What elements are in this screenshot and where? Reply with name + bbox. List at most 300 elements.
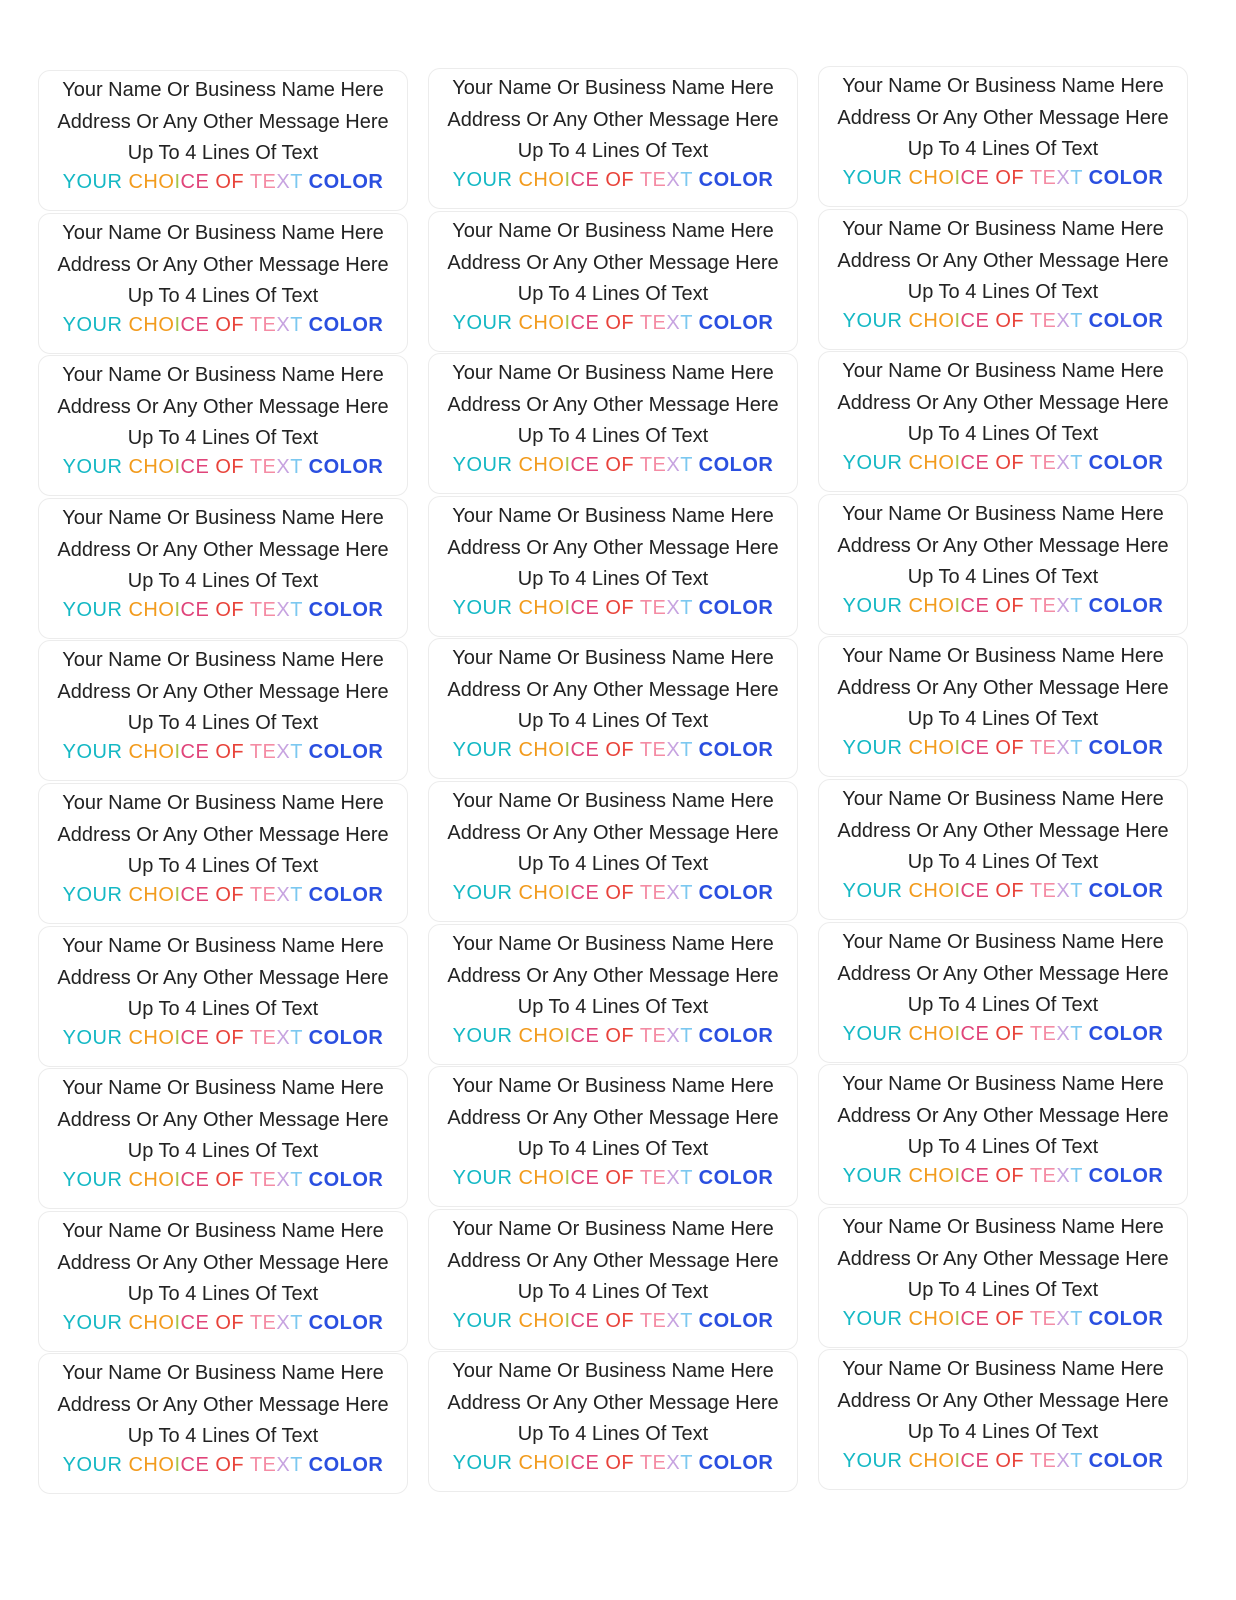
color-text-segment: OF — [605, 1167, 640, 1189]
color-text-segment: CHO — [128, 741, 175, 763]
color-text-segment: T — [680, 882, 699, 904]
color-text-segment: TE — [639, 597, 667, 619]
label-color-line — [429, 596, 797, 620]
color-text-segment: I — [174, 1454, 181, 1476]
color-text-segment: CHO — [518, 454, 565, 476]
label-address-line: Address Or Any Other Message Here — [837, 250, 1169, 272]
color-text-segment: OF — [215, 741, 250, 763]
color-text-segment: YOUR — [842, 737, 909, 759]
label-name-line: Your Name Or Business Name Here — [62, 1077, 384, 1099]
color-text-segment: YOUR — [452, 169, 519, 191]
label-address-line: Address Or Any Other Message Here — [837, 1105, 1169, 1127]
color-text-segment: COLOR — [698, 169, 774, 191]
address-label — [38, 640, 408, 781]
color-text-segment: T — [290, 171, 309, 193]
color-text-segment: CE — [960, 310, 996, 332]
color-text-segment: TE — [1029, 737, 1057, 759]
color-text-segment: OF — [995, 1450, 1030, 1472]
label-name-line: Your Name Or Business Name Here — [62, 935, 384, 957]
color-text-segment: CHO — [128, 171, 175, 193]
color-text-segment: CHO — [908, 1308, 955, 1330]
color-text-segment: CHO — [518, 1167, 565, 1189]
color-text-segment: CHO — [908, 737, 955, 759]
label-color-line — [819, 879, 1187, 903]
address-label — [38, 355, 408, 496]
color-text-segment: I — [564, 1310, 571, 1332]
label-name-line: Your Name Or Business Name Here — [842, 360, 1164, 382]
label-color-line — [39, 1453, 407, 1477]
address-label — [818, 1207, 1188, 1348]
color-text-segment: T — [680, 1025, 699, 1047]
color-text-segment: OF — [215, 1312, 250, 1334]
color-text-segment: OF — [215, 599, 250, 621]
color-text-segment: CHO — [908, 1165, 955, 1187]
color-text-segment: CHO — [518, 882, 565, 904]
color-text-segment: OF — [215, 884, 250, 906]
address-label — [818, 922, 1188, 1063]
label-name-line: Your Name Or Business Name Here — [452, 505, 774, 527]
color-text-segment: X — [276, 314, 291, 336]
color-text-segment: I — [954, 737, 961, 759]
label-lines-note: Up To 4 Lines Of Text — [907, 708, 1099, 730]
label-address-line: Address Or Any Other Message Here — [57, 1109, 389, 1131]
color-text-segment: CE — [180, 599, 216, 621]
label-color-line — [429, 168, 797, 192]
color-text-segment: CE — [180, 1169, 216, 1191]
label-name-line: Your Name Or Business Name Here — [452, 220, 774, 242]
label-address-line: Address Or Any Other Message Here — [447, 537, 779, 559]
color-text-segment: T — [290, 314, 309, 336]
color-text-segment: CE — [960, 595, 996, 617]
label-address-line: Address Or Any Other Message Here — [57, 824, 389, 846]
label-color-line — [429, 1309, 797, 1333]
color-text-segment: YOUR — [842, 880, 909, 902]
label-address-line: Address Or Any Other Message Here — [447, 822, 779, 844]
label-address-line: Address Or Any Other Message Here — [57, 396, 389, 418]
color-text-segment: CE — [960, 1165, 996, 1187]
color-text-segment: CE — [960, 880, 996, 902]
color-text-segment: CE — [570, 1025, 606, 1047]
color-text-segment: X — [1056, 1165, 1071, 1187]
color-text-segment: YOUR — [452, 312, 519, 334]
color-text-segment: I — [564, 312, 571, 334]
color-text-segment: OF — [215, 314, 250, 336]
color-text-segment: I — [564, 454, 571, 476]
address-label — [818, 209, 1188, 350]
color-text-segment: I — [174, 456, 181, 478]
color-text-segment: TE — [639, 1452, 667, 1474]
color-text-segment: TE — [1029, 1450, 1057, 1472]
label-lines-note: Up To 4 Lines Of Text — [517, 283, 709, 305]
label-name-line: Your Name Or Business Name Here — [842, 788, 1164, 810]
label-address-line: Address Or Any Other Message Here — [447, 965, 779, 987]
label-color-line — [819, 736, 1187, 760]
address-label — [38, 213, 408, 354]
color-text-segment: CHO — [908, 310, 955, 332]
label-address-line: Address Or Any Other Message Here — [447, 109, 779, 131]
color-text-segment: T — [680, 169, 699, 191]
color-text-segment: X — [1056, 595, 1071, 617]
label-name-line: Your Name Or Business Name Here — [62, 1362, 384, 1384]
color-text-segment: OF — [995, 1308, 1030, 1330]
color-text-segment: COLOR — [1088, 880, 1164, 902]
color-text-segment: T — [290, 884, 309, 906]
color-text-segment: OF — [215, 1454, 250, 1476]
label-address-line: Address Or Any Other Message Here — [837, 677, 1169, 699]
address-label — [818, 1349, 1188, 1490]
color-text-segment: CHO — [908, 1023, 955, 1045]
color-text-segment: COLOR — [308, 1312, 384, 1334]
color-text-segment: YOUR — [842, 1450, 909, 1472]
color-text-segment: OF — [995, 1165, 1030, 1187]
color-text-segment: X — [276, 599, 291, 621]
address-label — [428, 1209, 798, 1350]
color-text-segment: OF — [995, 1023, 1030, 1045]
address-label — [38, 783, 408, 924]
color-text-segment: CE — [960, 452, 996, 474]
color-text-segment: TE — [639, 1025, 667, 1047]
label-color-line — [819, 451, 1187, 475]
color-text-segment: YOUR — [452, 1452, 519, 1474]
label-name-line: Your Name Or Business Name Here — [62, 792, 384, 814]
color-text-segment: T — [1070, 595, 1089, 617]
label-color-line — [819, 594, 1187, 618]
color-text-segment: TE — [249, 884, 277, 906]
color-text-segment: X — [276, 741, 291, 763]
label-lines-note: Up To 4 Lines Of Text — [127, 427, 319, 449]
label-color-line — [819, 1307, 1187, 1331]
label-lines-note: Up To 4 Lines Of Text — [907, 566, 1099, 588]
color-text-segment: COLOR — [308, 171, 384, 193]
color-text-segment: I — [564, 169, 571, 191]
color-text-segment: COLOR — [1088, 1450, 1164, 1472]
label-address-line: Address Or Any Other Message Here — [837, 392, 1169, 414]
color-text-segment: X — [666, 739, 681, 761]
color-text-segment: CHO — [908, 167, 955, 189]
label-lines-note: Up To 4 Lines Of Text — [127, 855, 319, 877]
color-text-segment: YOUR — [452, 882, 519, 904]
label-lines-note: Up To 4 Lines Of Text — [517, 568, 709, 590]
color-text-segment: X — [1056, 452, 1071, 474]
label-lines-note: Up To 4 Lines Of Text — [907, 138, 1099, 160]
color-text-segment: OF — [215, 1169, 250, 1191]
label-name-line: Your Name Or Business Name Here — [842, 75, 1164, 97]
label-color-line — [39, 455, 407, 479]
label-lines-note: Up To 4 Lines Of Text — [127, 1425, 319, 1447]
color-text-segment: CE — [180, 1027, 216, 1049]
color-text-segment: OF — [995, 452, 1030, 474]
color-text-segment: T — [1070, 452, 1089, 474]
color-text-segment: TE — [249, 599, 277, 621]
label-lines-note: Up To 4 Lines Of Text — [127, 712, 319, 734]
color-text-segment: CHO — [908, 452, 955, 474]
label-name-line: Your Name Or Business Name Here — [452, 1075, 774, 1097]
color-text-segment: I — [954, 310, 961, 332]
color-text-segment: I — [564, 597, 571, 619]
color-text-segment: I — [174, 1312, 181, 1334]
color-text-segment: I — [174, 599, 181, 621]
color-text-segment: YOUR — [62, 884, 129, 906]
color-text-segment: OF — [605, 169, 640, 191]
label-name-line: Your Name Or Business Name Here — [842, 1073, 1164, 1095]
color-text-segment: COLOR — [1088, 737, 1164, 759]
color-text-segment: OF — [605, 312, 640, 334]
label-address-line: Address Or Any Other Message Here — [57, 111, 389, 133]
label-lines-note: Up To 4 Lines Of Text — [127, 1283, 319, 1305]
address-label — [428, 781, 798, 922]
color-text-segment: TE — [1029, 167, 1057, 189]
address-label — [818, 1064, 1188, 1205]
label-color-line — [819, 1022, 1187, 1046]
label-lines-note: Up To 4 Lines Of Text — [127, 285, 319, 307]
color-text-segment: COLOR — [698, 1452, 774, 1474]
color-text-segment: CE — [960, 1308, 996, 1330]
color-text-segment: I — [564, 1025, 571, 1047]
label-name-line: Your Name Or Business Name Here — [452, 790, 774, 812]
color-text-segment: I — [954, 880, 961, 902]
color-text-segment: OF — [605, 597, 640, 619]
address-label — [428, 211, 798, 352]
label-address-line: Address Or Any Other Message Here — [447, 394, 779, 416]
color-text-segment: CHO — [908, 1450, 955, 1472]
address-label — [38, 926, 408, 1067]
color-text-segment: T — [290, 1454, 309, 1476]
color-text-segment: COLOR — [308, 1454, 384, 1476]
label-name-line: Your Name Or Business Name Here — [62, 79, 384, 101]
color-text-segment: COLOR — [698, 1025, 774, 1047]
color-text-segment: COLOR — [1088, 310, 1164, 332]
label-color-line — [429, 453, 797, 477]
color-text-segment: YOUR — [452, 454, 519, 476]
color-text-segment: I — [174, 1169, 181, 1191]
color-text-segment: OF — [215, 456, 250, 478]
label-address-line: Address Or Any Other Message Here — [57, 1394, 389, 1416]
color-text-segment: CHO — [518, 1310, 565, 1332]
color-text-segment: TE — [639, 1310, 667, 1332]
label-name-line: Your Name Or Business Name Here — [452, 1360, 774, 1382]
label-lines-note: Up To 4 Lines Of Text — [907, 994, 1099, 1016]
color-text-segment: YOUR — [842, 1165, 909, 1187]
color-text-segment: COLOR — [308, 1169, 384, 1191]
color-text-segment: X — [1056, 1308, 1071, 1330]
label-name-line: Your Name Or Business Name Here — [842, 218, 1164, 240]
color-text-segment: OF — [215, 1027, 250, 1049]
color-text-segment: X — [666, 1025, 681, 1047]
color-text-segment: TE — [249, 741, 277, 763]
color-text-segment: COLOR — [308, 1027, 384, 1049]
label-color-line — [39, 740, 407, 764]
color-text-segment: CE — [570, 312, 606, 334]
color-text-segment: YOUR — [842, 595, 909, 617]
color-text-segment: YOUR — [452, 1167, 519, 1189]
color-text-segment: I — [564, 1452, 571, 1474]
color-text-segment: T — [680, 312, 699, 334]
color-text-segment: TE — [249, 456, 277, 478]
color-text-segment: X — [276, 884, 291, 906]
color-text-segment: X — [276, 1027, 291, 1049]
color-text-segment: X — [276, 1454, 291, 1476]
label-lines-note: Up To 4 Lines Of Text — [907, 851, 1099, 873]
label-color-line — [39, 170, 407, 194]
label-name-line: Your Name Or Business Name Here — [452, 362, 774, 384]
color-text-segment: COLOR — [1088, 1023, 1164, 1045]
label-name-line: Your Name Or Business Name Here — [62, 364, 384, 386]
color-text-segment: CHO — [518, 1452, 565, 1474]
color-text-segment: OF — [995, 595, 1030, 617]
color-text-segment: YOUR — [842, 1023, 909, 1045]
label-address-line: Address Or Any Other Message Here — [57, 539, 389, 561]
color-text-segment: COLOR — [698, 454, 774, 476]
label-color-line — [429, 881, 797, 905]
color-text-segment: CHO — [128, 456, 175, 478]
color-text-segment: CHO — [518, 1025, 565, 1047]
label-color-line — [429, 1451, 797, 1475]
color-text-segment: TE — [249, 1169, 277, 1191]
color-text-segment: CHO — [128, 314, 175, 336]
color-text-segment: X — [276, 171, 291, 193]
color-text-segment: OF — [605, 1310, 640, 1332]
color-text-segment: I — [174, 1027, 181, 1049]
address-label — [38, 1211, 408, 1352]
color-text-segment: OF — [995, 737, 1030, 759]
label-address-line: Address Or Any Other Message Here — [447, 679, 779, 701]
label-color-line — [39, 883, 407, 907]
label-lines-note: Up To 4 Lines Of Text — [517, 710, 709, 732]
color-text-segment: COLOR — [1088, 595, 1164, 617]
color-text-segment: T — [290, 599, 309, 621]
color-text-segment: OF — [995, 167, 1030, 189]
color-text-segment: T — [680, 739, 699, 761]
label-address-line: Address Or Any Other Message Here — [57, 254, 389, 276]
color-text-segment: CE — [180, 314, 216, 336]
color-text-segment: T — [1070, 1165, 1089, 1187]
color-text-segment: X — [666, 454, 681, 476]
color-text-segment: OF — [215, 171, 250, 193]
label-color-line — [39, 1168, 407, 1192]
color-text-segment: T — [1070, 880, 1089, 902]
color-text-segment: I — [954, 1450, 961, 1472]
address-label — [818, 779, 1188, 920]
label-color-line — [39, 1026, 407, 1050]
label-color-line — [819, 1449, 1187, 1473]
color-text-segment: CE — [960, 1450, 996, 1472]
color-text-segment: T — [680, 1452, 699, 1474]
color-text-segment: T — [680, 454, 699, 476]
color-text-segment: I — [954, 452, 961, 474]
color-text-segment: CE — [960, 1023, 996, 1045]
color-text-segment: COLOR — [308, 741, 384, 763]
color-text-segment: OF — [605, 454, 640, 476]
color-text-segment: CE — [570, 1452, 606, 1474]
color-text-segment: YOUR — [842, 1308, 909, 1330]
address-label — [428, 68, 798, 209]
label-name-line: Your Name Or Business Name Here — [842, 645, 1164, 667]
color-text-segment: COLOR — [698, 882, 774, 904]
color-text-segment: YOUR — [62, 1312, 129, 1334]
label-lines-note: Up To 4 Lines Of Text — [127, 1140, 319, 1162]
color-text-segment: I — [954, 595, 961, 617]
label-address-line: Address Or Any Other Message Here — [837, 107, 1169, 129]
color-text-segment: COLOR — [308, 456, 384, 478]
color-text-segment: TE — [639, 882, 667, 904]
color-text-segment: I — [174, 171, 181, 193]
color-text-segment: COLOR — [308, 599, 384, 621]
address-label — [428, 353, 798, 494]
color-text-segment: CHO — [128, 1312, 175, 1334]
color-text-segment: CE — [570, 169, 606, 191]
address-label — [428, 496, 798, 637]
label-color-line — [429, 1166, 797, 1190]
label-color-line — [429, 738, 797, 762]
color-text-segment: COLOR — [698, 1167, 774, 1189]
label-lines-note: Up To 4 Lines Of Text — [127, 998, 319, 1020]
label-color-line — [39, 313, 407, 337]
label-name-line: Your Name Or Business Name Here — [452, 933, 774, 955]
color-text-segment: YOUR — [62, 456, 129, 478]
label-address-line: Address Or Any Other Message Here — [447, 1392, 779, 1414]
color-text-segment: T — [680, 597, 699, 619]
label-name-line: Your Name Or Business Name Here — [62, 507, 384, 529]
color-text-segment: YOUR — [62, 1454, 129, 1476]
color-text-segment: CE — [180, 456, 216, 478]
address-label — [38, 70, 408, 211]
label-lines-note: Up To 4 Lines Of Text — [517, 140, 709, 162]
label-lines-note: Up To 4 Lines Of Text — [907, 281, 1099, 303]
label-lines-note: Up To 4 Lines Of Text — [517, 1138, 709, 1160]
color-text-segment: TE — [249, 1027, 277, 1049]
color-text-segment: OF — [995, 310, 1030, 332]
color-text-segment: CE — [570, 454, 606, 476]
color-text-segment: TE — [639, 454, 667, 476]
color-text-segment: CE — [180, 741, 216, 763]
label-address-line: Address Or Any Other Message Here — [837, 535, 1169, 557]
color-text-segment: CE — [180, 1312, 216, 1334]
label-name-line: Your Name Or Business Name Here — [452, 77, 774, 99]
color-text-segment: CE — [570, 1167, 606, 1189]
label-name-line: Your Name Or Business Name Here — [452, 1218, 774, 1240]
color-text-segment: I — [564, 882, 571, 904]
color-text-segment: X — [666, 1310, 681, 1332]
color-text-segment: YOUR — [452, 1025, 519, 1047]
color-text-segment: X — [666, 1452, 681, 1474]
color-text-segment: CHO — [908, 595, 955, 617]
label-lines-note: Up To 4 Lines Of Text — [517, 1281, 709, 1303]
color-text-segment: T — [1070, 1450, 1089, 1472]
label-name-line: Your Name Or Business Name Here — [842, 503, 1164, 525]
color-text-segment: T — [290, 741, 309, 763]
color-text-segment: X — [666, 882, 681, 904]
label-name-line: Your Name Or Business Name Here — [842, 1358, 1164, 1380]
label-lines-note: Up To 4 Lines Of Text — [517, 1423, 709, 1445]
color-text-segment: X — [276, 1169, 291, 1191]
color-text-segment: YOUR — [452, 597, 519, 619]
color-text-segment: TE — [639, 739, 667, 761]
color-text-segment: YOUR — [842, 167, 909, 189]
label-name-line: Your Name Or Business Name Here — [62, 222, 384, 244]
label-name-line: Your Name Or Business Name Here — [62, 1220, 384, 1242]
color-text-segment: T — [1070, 310, 1089, 332]
color-text-segment: TE — [249, 314, 277, 336]
label-address-line: Address Or Any Other Message Here — [57, 1252, 389, 1274]
color-text-segment: X — [666, 1167, 681, 1189]
color-text-segment: OF — [995, 880, 1030, 902]
color-text-segment: I — [174, 314, 181, 336]
color-text-segment: CHO — [518, 312, 565, 334]
color-text-segment: CE — [960, 737, 996, 759]
label-color-line — [39, 1311, 407, 1335]
color-text-segment: CE — [570, 882, 606, 904]
color-text-segment: TE — [1029, 452, 1057, 474]
